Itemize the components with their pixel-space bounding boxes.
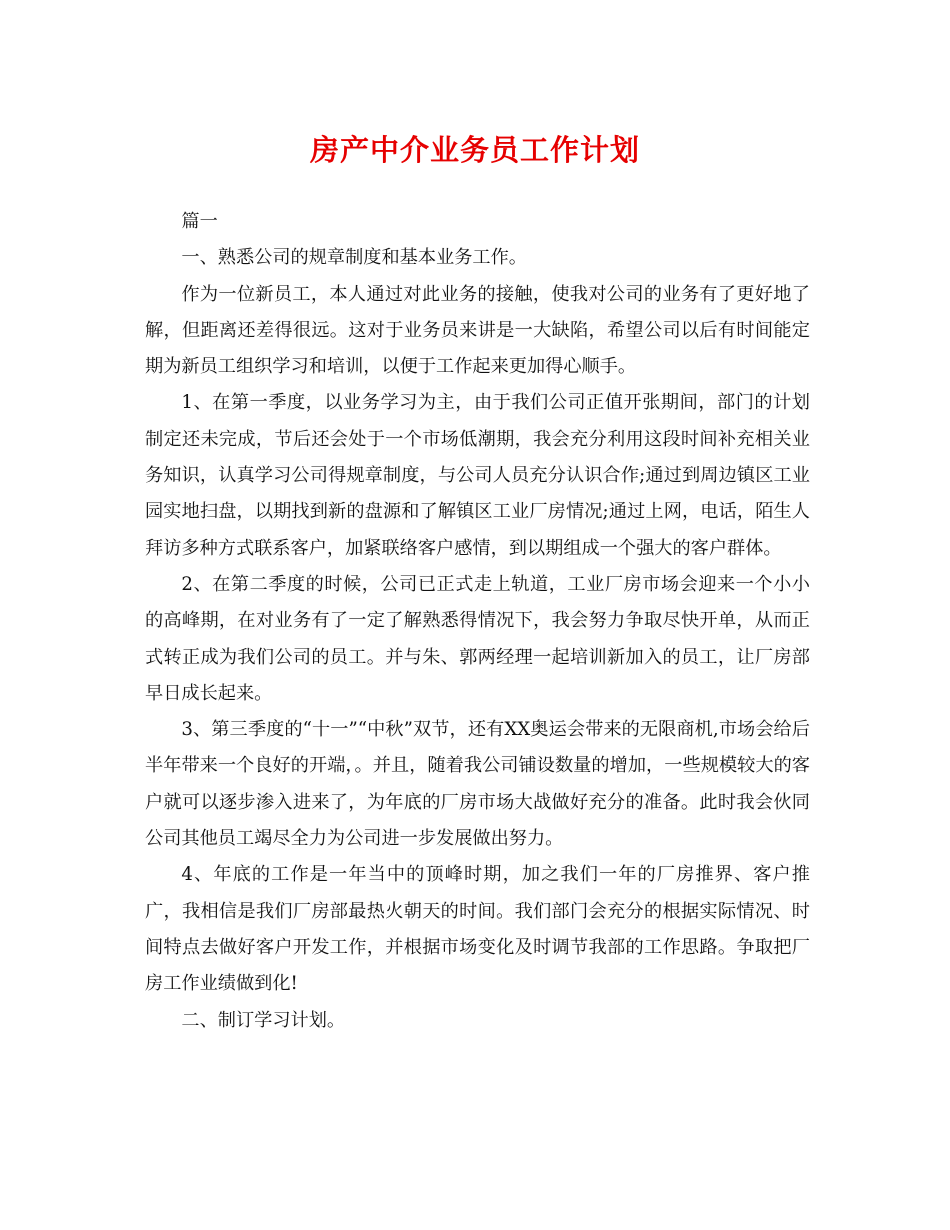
body-paragraph: 3、第三季度的“十一”“中秋”双节，还有XX奥运会带来的无限商机,市场会给后半年带来一个良好的开端，。并且，随着我公司铺设数量的增加，一些规模较大的客户就可以逐步渗入进来了，为年底的厂房市场大战做好充分的准备。此时我会伙同公司其他员工竭尽全力为公司进一步发展做出努力。 xyxy=(145,719,810,850)
body-paragraph: 2、在第二季度的时候，公司已正式走上轨道，工业厂房市场会迎来一个小小的高峰期，在对业务有了一定了解熟悉得情况下，我会努力争取尽快开单，从而正式转正成为我们公司的员工。并与朱、郭两经理一起培训新加入的员工，让厂房部早日成长起来。 xyxy=(145,573,810,704)
section-heading: 二、制订学习计划。 xyxy=(181,1009,346,1031)
section-heading: 一、熟悉公司的规章制度和基本业务工作。 xyxy=(181,247,527,269)
body-paragraph: 作为一位新员工，本人通过对此业务的接触，使我对公司的业务有了更好地了解，但距离还差得很远。这对于业务员来讲是一大缺陷，希望公司以后有时间能定期为新员工组织学习和培训，以便于工作起来更加得心顺手。 xyxy=(145,283,810,378)
section-label: 篇一 xyxy=(181,211,218,232)
body-paragraph: 4、年底的工作是一年当中的顶峰时期，加之我们一年的厂房推界、客户推广，我相信是我们厂房部最热火朝天的时间。我们部门会充分的根据实际情况、时间特点去做好客户开发工作，并根据市场变化及时调节我部的工作思路。争取把厂房工作业绩做到化! xyxy=(145,864,810,995)
document-body xyxy=(145,204,810,1039)
document-title: 房产中介业务员工作计划 xyxy=(309,133,640,167)
body-paragraph: 1、在第一季度，以业务学习为主，由于我们公司正值开张期间，部门的计划制定还未完成，节后还会处于一个市场低潮期，我会充分利用这段时间补充相关业务知识，认真学习公司得规章制度，与公司人员充分认识合作;通过到周边镇区工业园实地扫盘，以期找到新的盘源和了解镇区工业厂房情况;通过上网，电话，陌生人拜访多种方式联系客户，加紧联络客户感情，到以期组成一个强大的客户群体。 xyxy=(145,392,810,559)
